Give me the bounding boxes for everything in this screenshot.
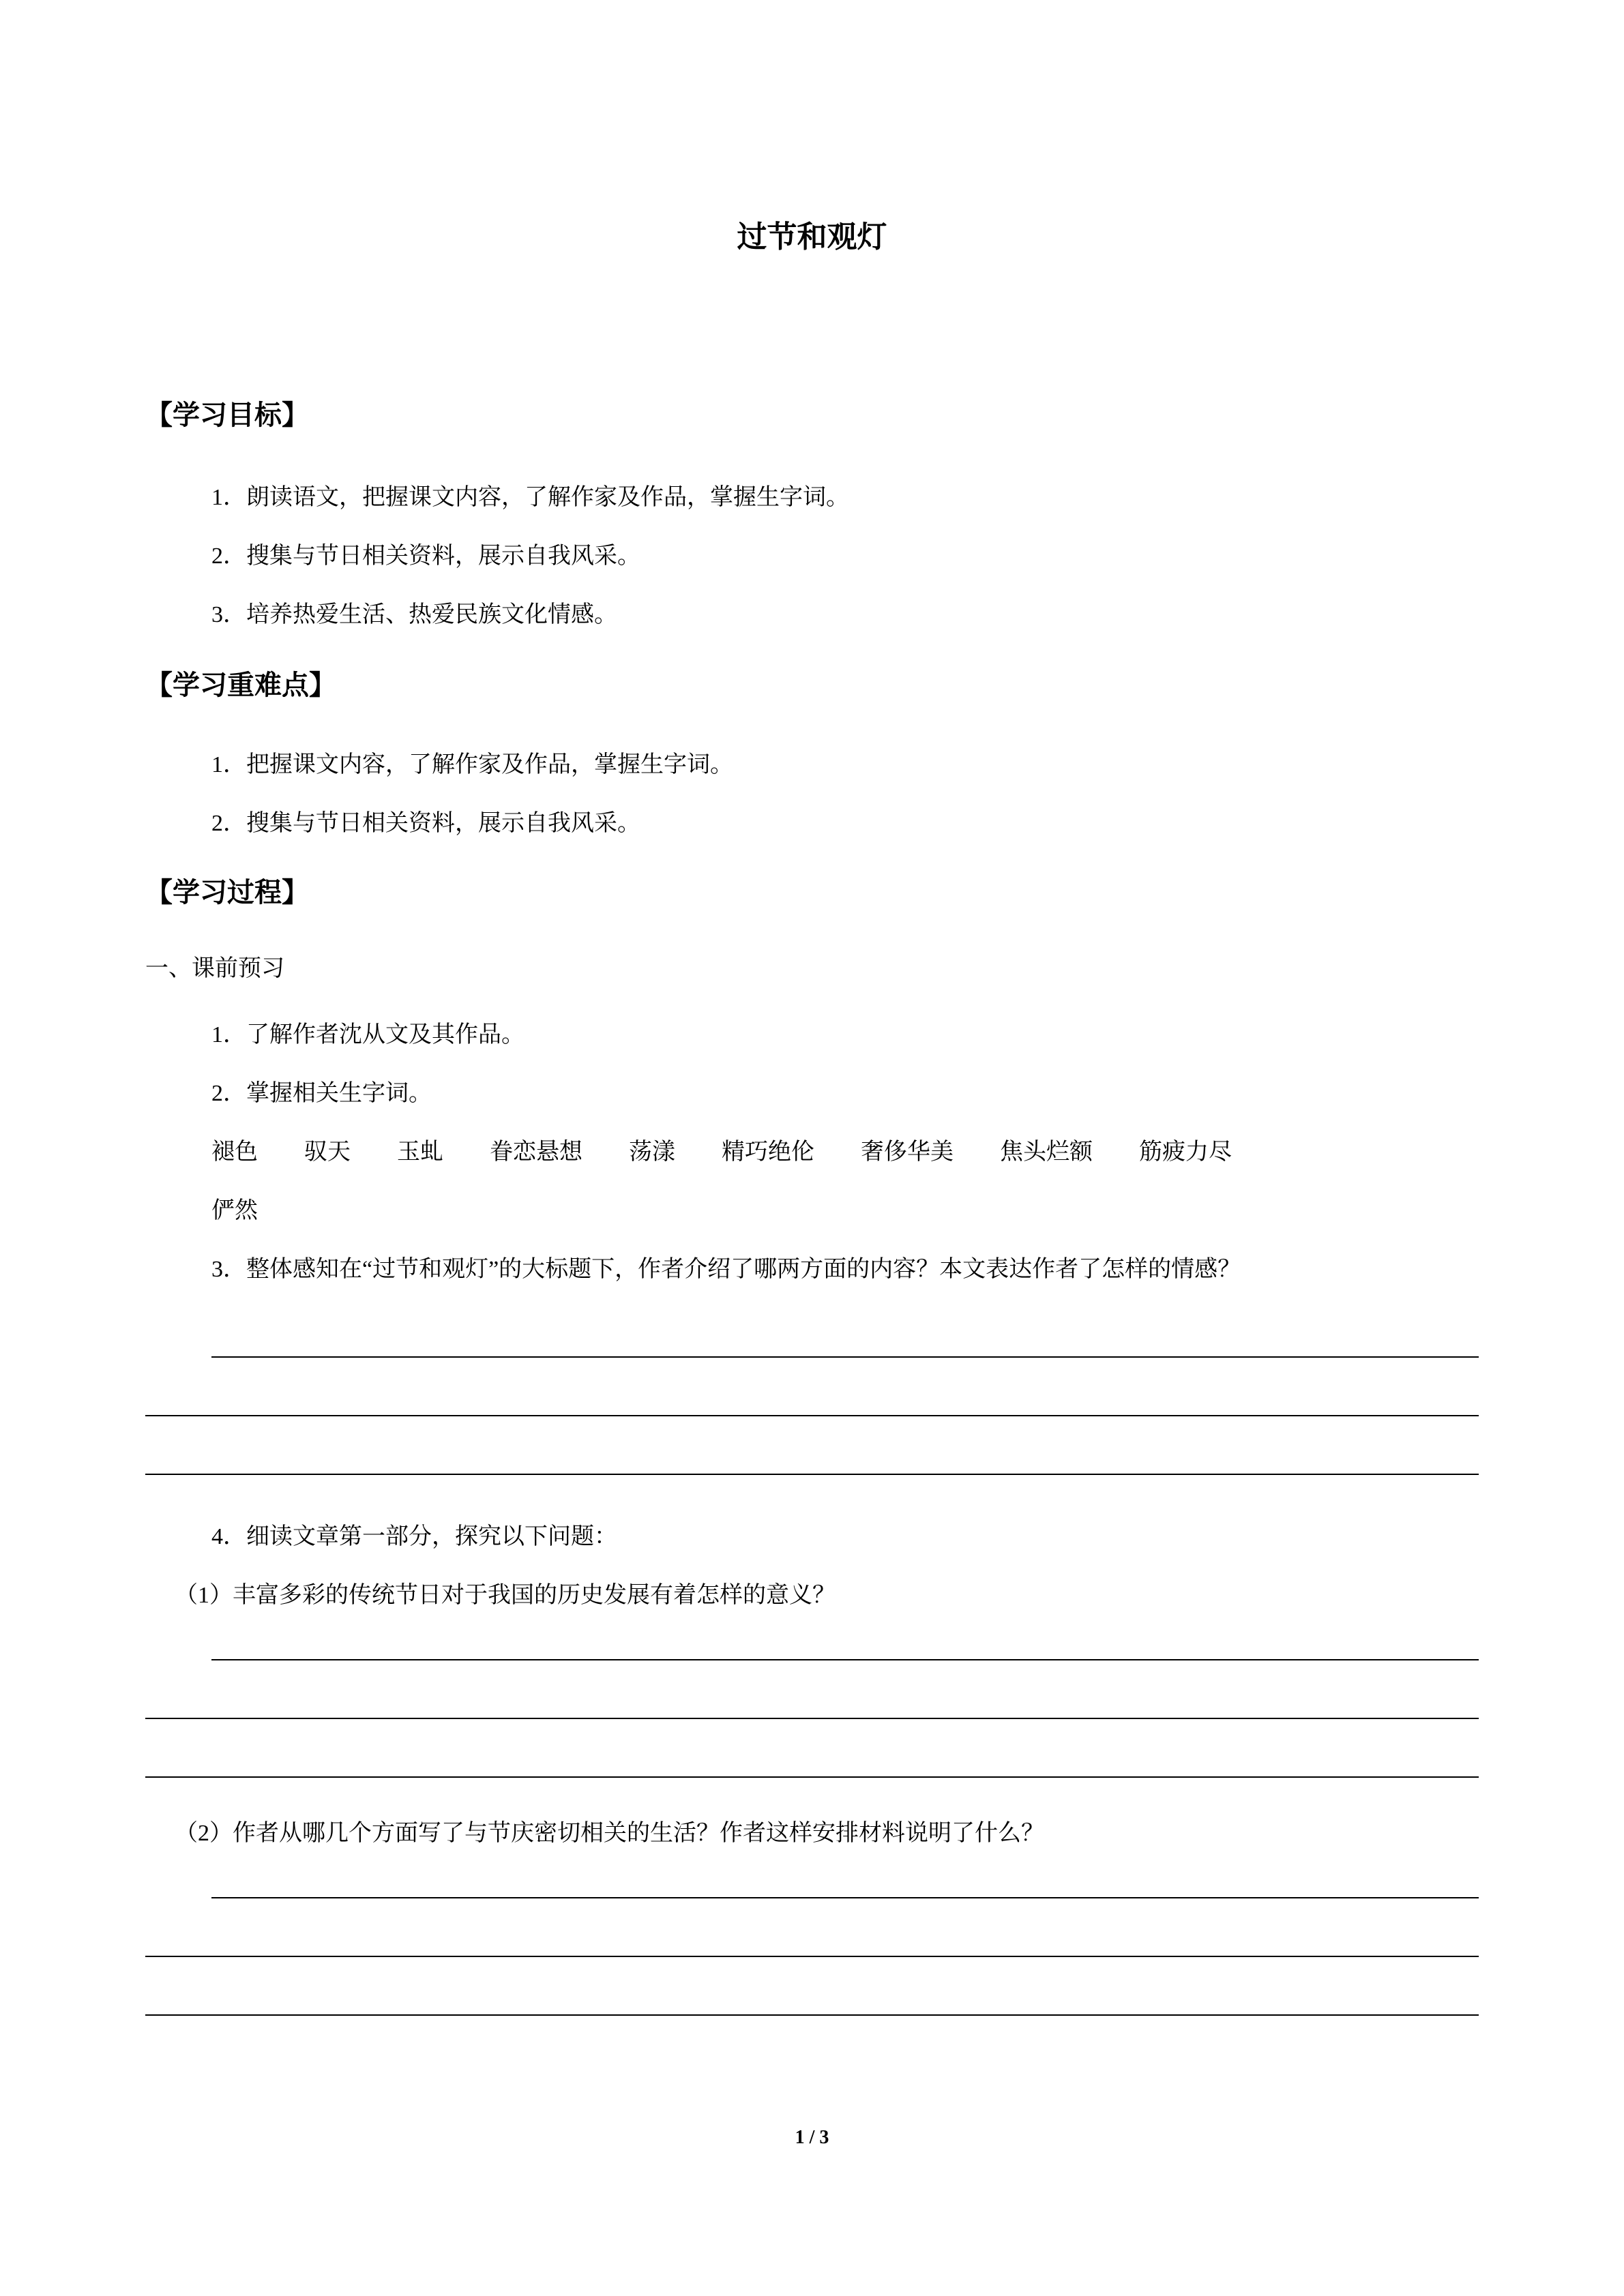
answer-line [145, 1898, 1479, 1957]
answer-line [211, 1299, 1479, 1358]
answer-blank-group [145, 1299, 1479, 1475]
preview-item: 2．掌握相关生字词。 [211, 1081, 432, 1106]
vocabulary-line: 褪色 驭天 玉虬 眷恋悬想 荡漾 精巧绝伦 奢侈华美 焦头烂额 筋疲力尽 [211, 1139, 1232, 1165]
question-3: 3．整体感知在“过节和观灯”的大标题下，作者介绍了哪两方面的内容？本文表达作者了怎样的情感？ [211, 1257, 1241, 1282]
process-heading: 【学习过程】 [145, 877, 309, 908]
key-points-heading: 【学习重难点】 [145, 670, 336, 700]
objective-item: 1．朗读语文，把握课文内容，了解作家及作品，掌握生字词。 [211, 485, 849, 510]
sub-question-2: （2）作者从哪几个方面写了与节庆密切相关的生活？作者这样安排材料说明了什么？ [175, 1821, 1044, 1846]
objective-item: 3．培养热爱生活、热爱民族文化情感。 [211, 602, 617, 627]
objectives-heading: 【学习目标】 [145, 400, 309, 430]
page-title: 过节和观灯 [737, 220, 887, 254]
key-point-item: 1．把握课文内容，了解作家及作品，掌握生字词。 [211, 752, 733, 777]
answer-line [145, 1358, 1479, 1416]
answer-line [145, 1416, 1479, 1475]
question-4: 4．细读文章第一部分，探究以下问题： [211, 1524, 617, 1549]
objectives-list [145, 468, 1479, 644]
answer-line [211, 1863, 1479, 1898]
sub-question-1: （1）丰富多彩的传统节日对于我国的历史发展有着怎样的意义？ [175, 1583, 836, 1608]
key-point-item: 2．搜集与节日相关资料，展示自我风采。 [211, 811, 640, 836]
answer-line [145, 1719, 1479, 1778]
answer-line [211, 1625, 1479, 1660]
answer-line [145, 1957, 1479, 2016]
answer-blank-group [145, 1625, 1479, 1778]
page-number: 1 / 3 [795, 2127, 829, 2148]
preview-list [145, 1006, 1479, 1123]
preview-item: 1．了解作者沈从文及其作品。 [211, 1022, 525, 1047]
answer-line [145, 1660, 1479, 1719]
vocabulary-line: 俨然 [211, 1198, 258, 1223]
key-points-list [145, 736, 1479, 853]
answer-blank-group [145, 1863, 1479, 2016]
objective-item: 2．搜集与节日相关资料，展示自我风采。 [211, 543, 640, 569]
preview-heading: 一、课前预习 [145, 956, 284, 981]
